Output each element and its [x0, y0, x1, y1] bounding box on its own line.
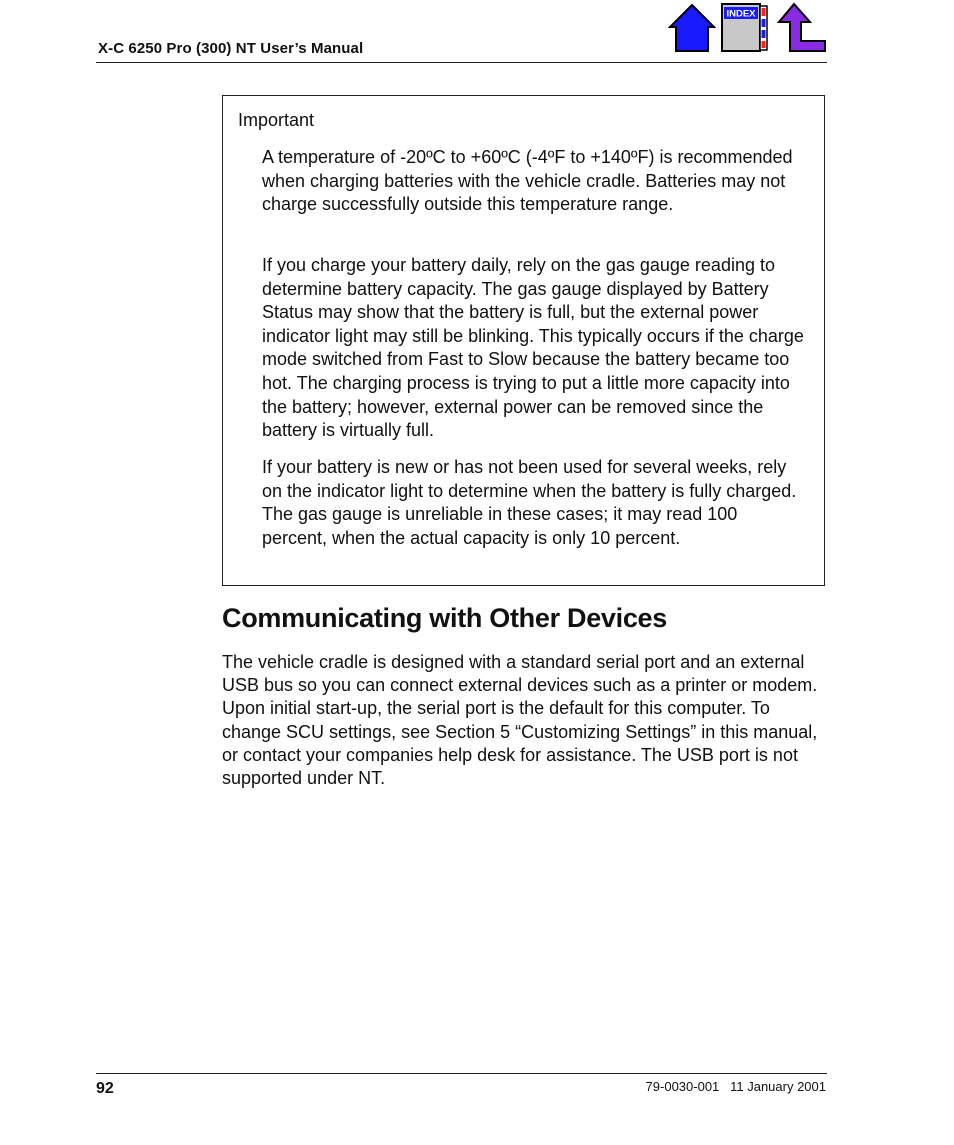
document-info: 79-0030-001 11 January 2001 — [645, 1079, 826, 1094]
index-button[interactable] — [720, 2, 770, 54]
important-heading: Important — [238, 110, 315, 130]
back-arrow-icon — [776, 2, 828, 54]
page-number: 92 — [96, 1080, 114, 1097]
important-paragraph: A temperature of -20ºC to +60ºC (-4ºF to +140ºF) is recommended when charging batteries with the vehicle cradle. Batteries may not charge successfully outside this temperature range. — [262, 147, 793, 215]
home-icon — [668, 2, 716, 54]
important-paragraph: If you charge your battery daily, rely on the gas gauge reading to determine battery capacity. The gas gauge displayed by Battery Status may show that the battery is full, but the external power indicator light may still be blinking. This typically occurs if the charge mode switched from Fast to Slow because the battery became too hot. The charging process is trying to put a little more capacity into the battery; however, external power can be removed since the battery is virtually full. — [262, 255, 804, 441]
footer-divider — [96, 1073, 827, 1074]
section-body: The vehicle cradle is designed with a standard serial port and an external USB bus so you can connect external devices such as a printer or modem. Upon initial start-up, the serial port is the default for this computer. To change SCU settings, see Section 5 “Customizing Settings” in this manual, or contact your companies help desk for assistance. The USB port is not supported under NT. — [222, 652, 818, 789]
home-button[interactable] — [668, 2, 716, 54]
header-divider — [96, 62, 827, 63]
manual-title: X-C 6250 Pro (300) NT User’s Manual — [98, 40, 364, 57]
index-label: INDEX — [726, 8, 756, 20]
section-heading: Communicating with Other Devices — [222, 603, 667, 633]
back-button[interactable] — [776, 2, 828, 54]
important-paragraph: If your battery is new or has not been used for several weeks, rely on the indicator light to determine when the battery is fully charged. The gas gauge is unreliable in these cases; it may read 100 percent, when the actual capacity is only 10 percent. — [262, 457, 797, 548]
index-icon — [720, 2, 770, 54]
